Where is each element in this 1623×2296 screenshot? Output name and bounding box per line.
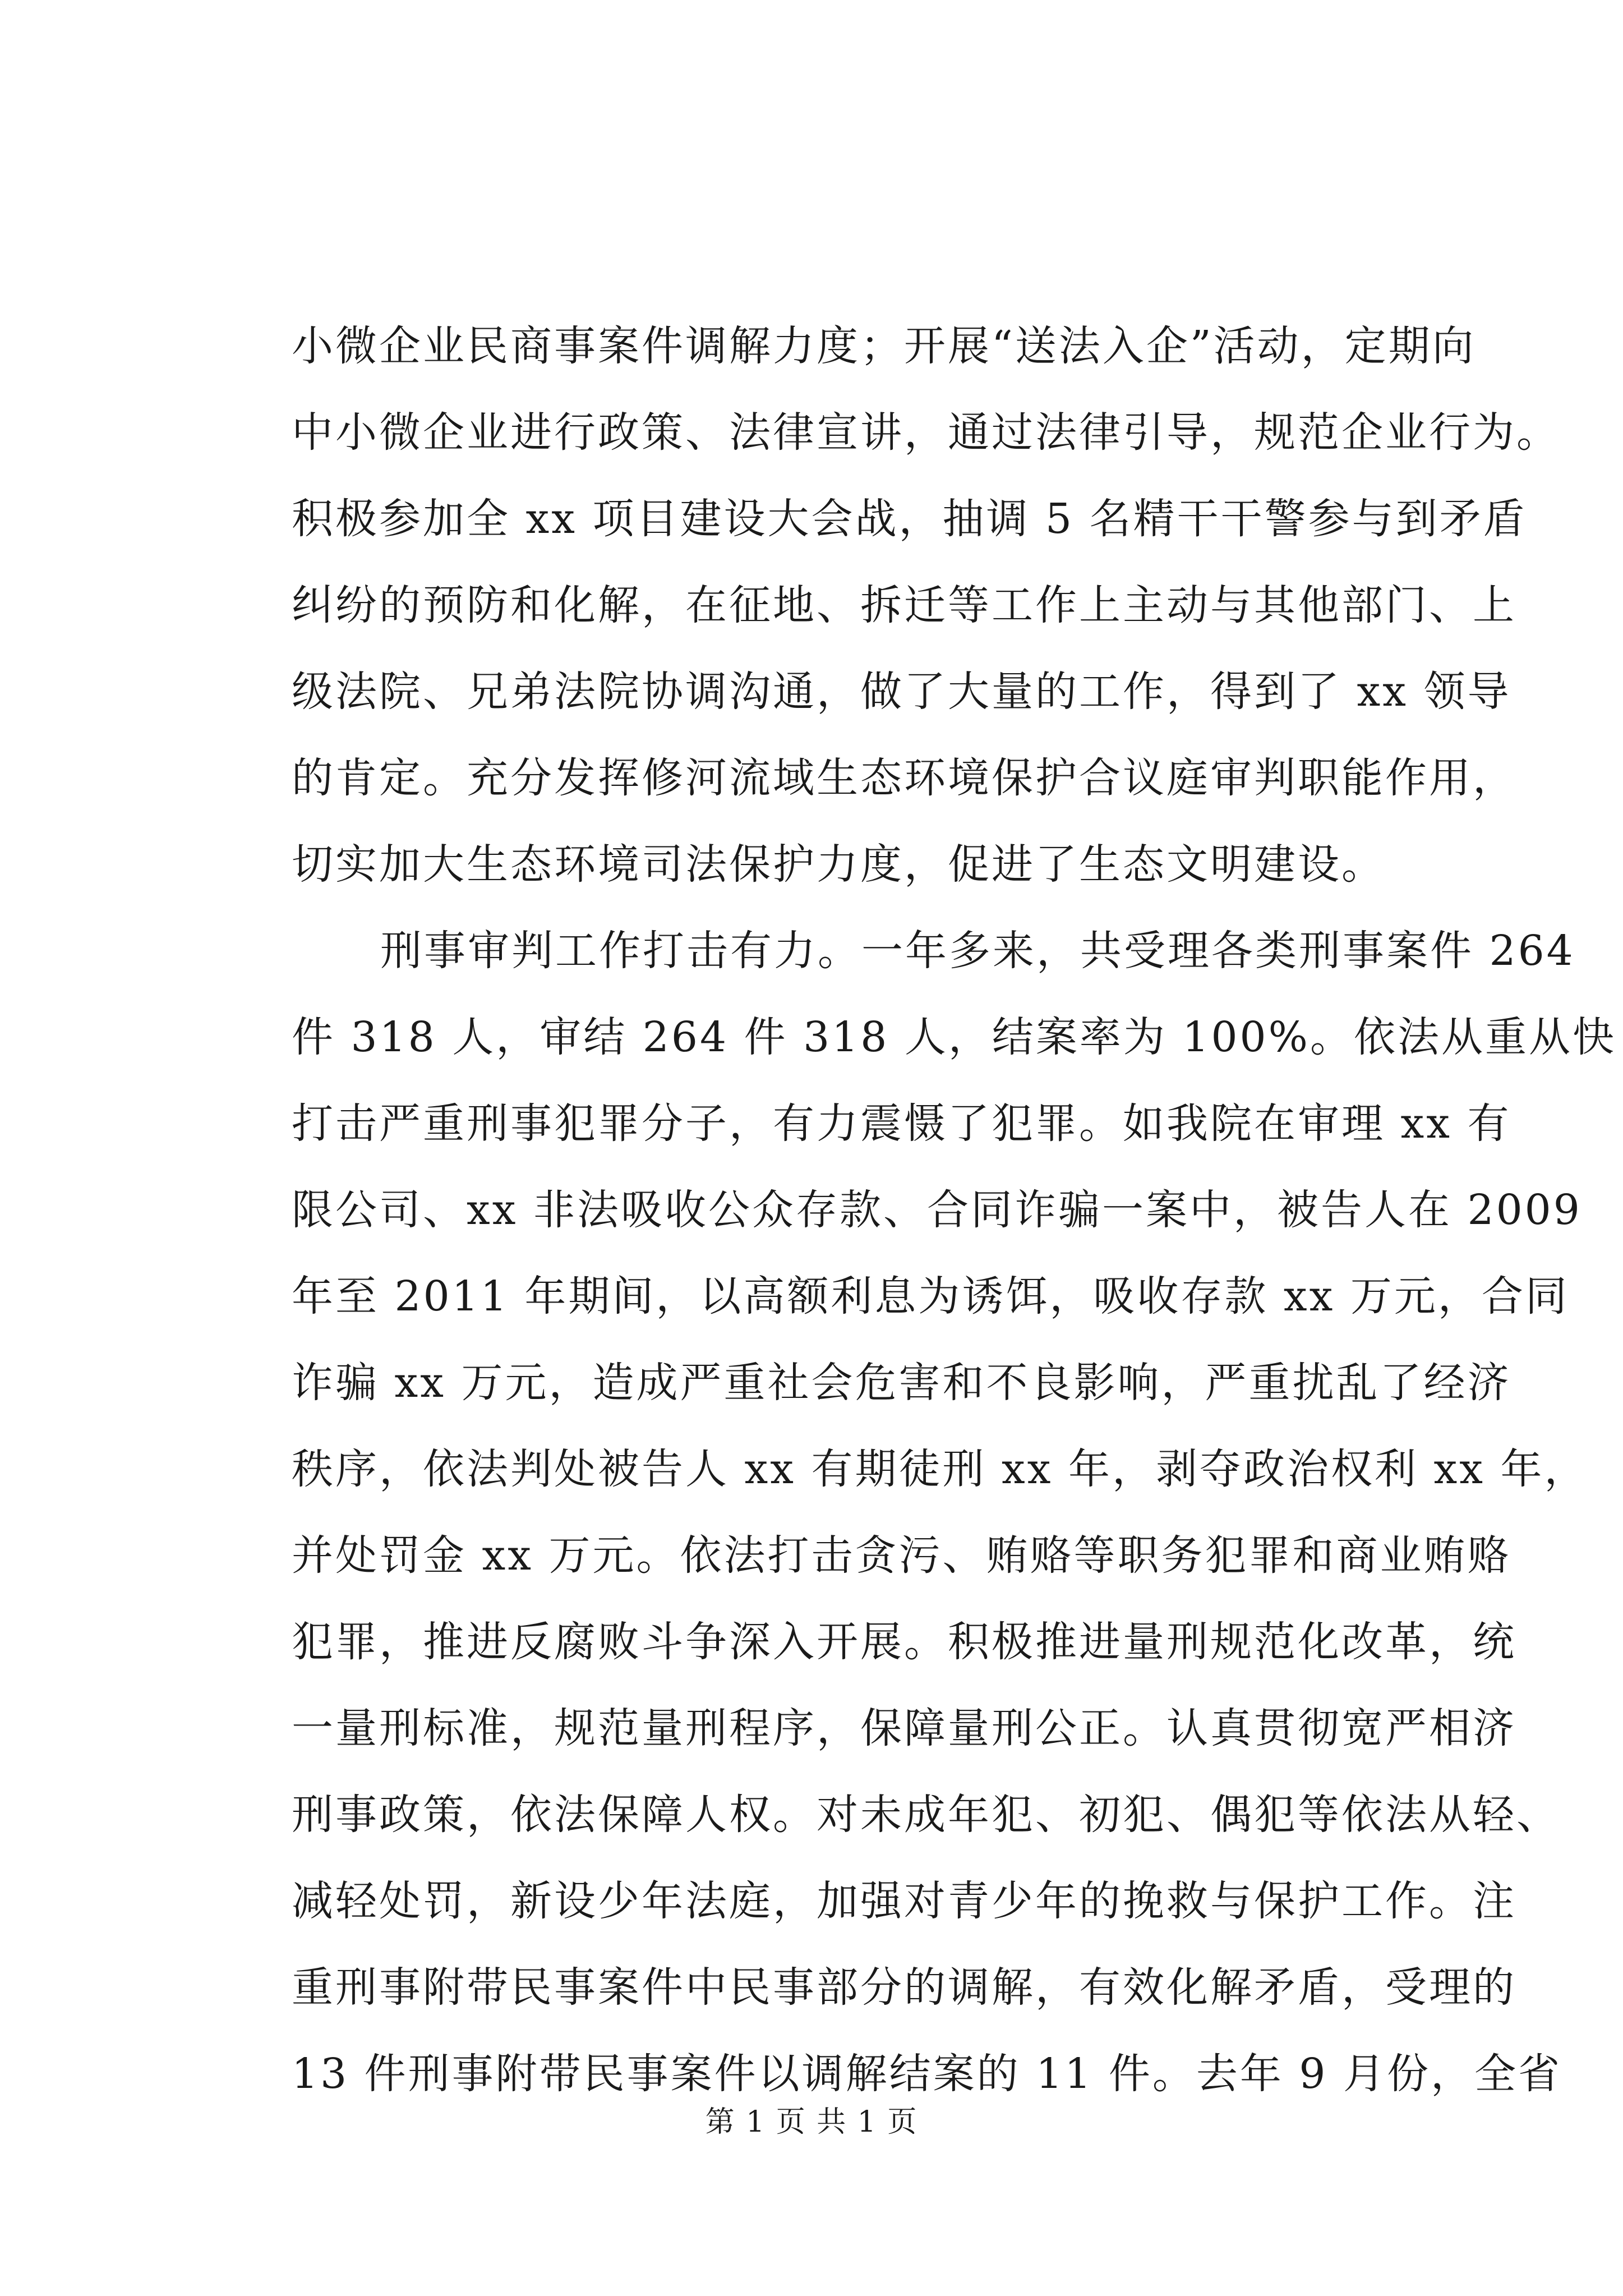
text-line: 限公司、xx 非法吸收公众存款、合同诈骗一案中，被告人在 2009 <box>292 1186 1582 1234</box>
text-line: 的肯定。充分发挥修河流域生态环境保护合议庭审判职能作用， <box>292 754 1516 802</box>
text-line: 重刑事附带民事案件中民事部分的调解，有效化解矛盾，受理的 <box>292 1963 1516 2012</box>
text-line: 犯罪，推进反腐败斗争深入开展。积极推进量刑规范化改革，统 <box>292 1618 1516 1666</box>
paragraph-first-line: 刑事审判工作打击有力。一年多来，共受理各类刑事案件 264 <box>380 927 1575 975</box>
text-line: 件 318 人，审结 264 件 318 人，结案率为 100%。依法从重从快 <box>292 1013 1616 1061</box>
text-line: 年至 2011 年期间，以高额利息为诱饵，吸收存款 xx 万元，合同 <box>292 1272 1569 1320</box>
text-line: 积极参加全 xx 项目建设大会战，抽调 5 名精干干警参与到矛盾 <box>292 495 1527 543</box>
text-line: 并处罚金 xx 万元。依法打击贪污、贿赂等职务犯罪和商业贿赂 <box>292 1531 1511 1580</box>
text-line: 秩序，依法判处被告人 xx 有期徒刑 xx 年，剥夺政治权利 xx 年， <box>292 1445 1588 1493</box>
body-text <box>292 303 1616 2117</box>
text-line: 一量刑标准，规范量刑程序，保障量刑公正。认真贯彻宽严相济 <box>292 1704 1516 1752</box>
text-line: 诈骗 xx 万元，造成严重社会危害和不良影响，严重扰乱了经济 <box>292 1359 1511 1407</box>
text-line: 13 件刑事附带民事案件以调解结案的 11 件。去年 9 月份，全省 <box>292 2050 1562 2098</box>
page-number-footer: 第 1 页 共 1 页 <box>705 2105 918 2139</box>
text-line: 中小微企业进行政策、法律宣讲，通过法律引导，规范企业行为。 <box>292 408 1560 457</box>
text-line: 刑事政策，依法保障人权。对未成年犯、初犯、偶犯等依法从轻、 <box>292 1791 1560 1839</box>
text-line: 级法院、兄弟法院协调沟通，做了大量的工作，得到了 xx 领导 <box>292 668 1511 716</box>
text-line: 打击严重刑事犯罪分子，有力震慑了犯罪。如我院在审理 xx 有 <box>292 1099 1511 1148</box>
text-line: 小微企业民商事案件调解力度；开展“送法入企”活动，定期向 <box>292 322 1476 370</box>
text-line: 纠纷的预防和化解，在征地、拆迁等工作上主动与其他部门、上 <box>292 581 1516 629</box>
text-line: 切实加大生态环境司法保护力度，促进了生态文明建设。 <box>292 840 1385 889</box>
text-line: 减轻处罚，新设少年法庭，加强对青少年的挽救与保护工作。注 <box>292 1877 1516 1925</box>
